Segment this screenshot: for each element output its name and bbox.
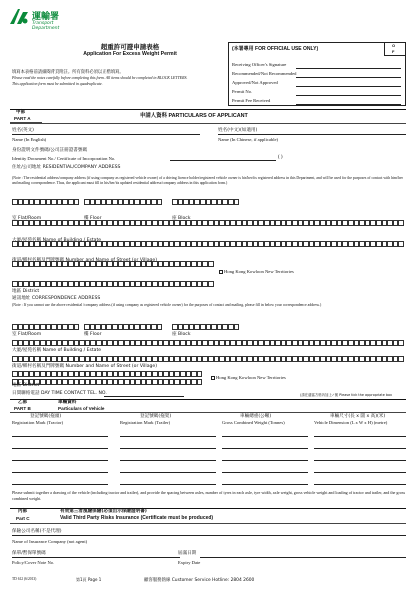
- id-label: Identity Document No./ Certificate of Incorporation No.: [12, 156, 116, 161]
- part-a-tag-en: PART A: [14, 116, 31, 121]
- name-english-label-cn: 姓名(英文): [12, 128, 34, 133]
- logo-title-en: Transport Department: [32, 21, 60, 31]
- expiry-field[interactable]: [200, 557, 406, 558]
- address-char-cell[interactable]: [197, 371, 203, 377]
- name-english-field[interactable]: [12, 134, 200, 135]
- res-district-label: 地區 District: [12, 289, 40, 294]
- header-note-en-1: Please read the notes carefully before completing this form. All items should be completed in BLOCK LETTERS.: [12, 76, 188, 80]
- corr-address-grid[interactable]: [12, 318, 406, 393]
- col-gcw: Gross Combined Weight (Tonnes): [222, 420, 285, 425]
- residential-address-title: 住址/公司地址 RESIDENTIAL/COMPANY ADDRESS: [12, 165, 121, 170]
- address-char-cell[interactable]: [157, 324, 163, 330]
- vehicle-entry-line[interactable]: [314, 460, 406, 461]
- address-char-cell[interactable]: [398, 220, 404, 226]
- insurer-label-cn: 保險公司名稱(不是代理): [12, 529, 62, 534]
- vehicle-entry-line[interactable]: [222, 460, 308, 461]
- insurer-label: Name of Insurance Company (not agent): [12, 539, 88, 544]
- policy-field[interactable]: [12, 557, 180, 558]
- id-label-cn: 身份證明文件號碼/公司註冊證書號碼: [12, 148, 88, 153]
- res-flat-label: 室 Flat/Room: [12, 216, 42, 221]
- tick-note: (請在適當方格內加上✓號 Please tick the appropriate box: [300, 393, 393, 397]
- address-char-cell[interactable]: [74, 199, 80, 205]
- res-block-label: 座 Block: [172, 216, 191, 221]
- part-c-tag-en: Part C: [16, 516, 30, 521]
- insurer-field[interactable]: [12, 535, 406, 536]
- logo-title-cn: 運輸署: [32, 12, 60, 22]
- name-chinese-label: Name (In Chinese, if applicable): [218, 137, 279, 142]
- transport-department-logo: [8, 6, 68, 36]
- res-street-label: 街道/鄉村名稱及門牌號碼 Number and Name of Street (or Village): [12, 258, 158, 263]
- address-char-cell[interactable]: [234, 199, 240, 205]
- vehicle-entry-line[interactable]: [12, 472, 108, 473]
- official-row-fee: Permit Fee Received: [232, 98, 271, 103]
- vehicle-entry-line[interactable]: [314, 472, 406, 473]
- res-region-options[interactable]: Hong Kong Kowloon New Territories: [218, 269, 294, 274]
- header-note-en-2: This application form must be submitted in quadruplicate.: [12, 82, 103, 86]
- res-building-label: 大廈/屋苑名稱 Name of Building / Estate: [12, 238, 102, 243]
- col-trailer-cn: 登記號碼(拖架): [140, 414, 172, 419]
- part-b-tag-en: PART B: [14, 406, 31, 411]
- address-char-cell[interactable]: [74, 324, 80, 330]
- name-chinese-label-cn: 姓名(中文)(如適用): [218, 128, 258, 133]
- address-char-cell[interactable]: [398, 356, 404, 362]
- vehicle-entry-line[interactable]: [12, 448, 108, 449]
- vehicle-entry-line[interactable]: [314, 484, 406, 485]
- part-c-tag-cn: 丙部: [18, 509, 28, 514]
- td-emblem-icon: [8, 6, 30, 28]
- daytime-tel-label: 日間聯絡電話 DAY TIME CONTACT TEL. NO.: [12, 391, 107, 396]
- corr-district-label: 地區 District: [12, 383, 40, 388]
- corr-block-label: 座 Block: [172, 332, 191, 337]
- official-row-approved: Approved/Not Approved: [232, 80, 278, 85]
- address-char-cell[interactable]: [157, 199, 163, 205]
- part-a-tag-cn: 甲部: [16, 110, 26, 115]
- page-number: 第1頁 Page 1: [76, 577, 102, 582]
- form-title-en: Application For Excess Weight Permit: [83, 51, 177, 57]
- corr-floor-label: 樓 Floor: [84, 332, 102, 337]
- col-gcw-cn: 車輛總重(公噸): [240, 414, 272, 419]
- vehicle-entry-line[interactable]: [12, 436, 108, 437]
- vehicle-entry-line[interactable]: [12, 484, 108, 485]
- official-corner-f: F: [392, 49, 395, 54]
- header-note-cn: 填寫本表格前請細閱背頁附註。所有資料必須以正楷填寫。: [12, 70, 124, 75]
- part-b-title-en: Particulars of Vehicle: [58, 406, 105, 411]
- corr-address-note: (Note : If you cannot use the above residential /company address (if using company as registered vehicle owner) for the purposes of contact and mailing, please fill in below your correspondence address.): [12, 303, 322, 307]
- col-trailer: Registration Mark (Trailer): [120, 420, 171, 425]
- name-english-label: Name (In English): [12, 137, 47, 142]
- daytime-tel-field[interactable]: [104, 396, 184, 397]
- form-code: TD 612 (6/2013): [12, 577, 37, 581]
- col-tractor: Registration Mark (Tractor): [12, 420, 64, 425]
- address-char-cell[interactable]: [208, 261, 214, 267]
- vehicle-entry-line[interactable]: [120, 472, 216, 473]
- corr-flat-label: 室 Flat/Room: [12, 332, 42, 337]
- vehicle-entry-line[interactable]: [120, 436, 216, 437]
- policy-label-cn: 保單/暫保單號碼: [12, 551, 46, 556]
- res-floor-label: 樓 Floor: [84, 216, 102, 221]
- corr-region-options[interactable]: Hong Kong Kowloon New Territories: [210, 375, 286, 380]
- part-c-title-cn: 有效第三者風險保險(必須出示保險證明書): [60, 509, 147, 514]
- form-title-cn: 超重許可證申請表格: [100, 43, 160, 51]
- vehicle-drawing-note: Please submit together a drawing of the vehicle (including tractor and trailer), and provide the spacing between axles, number of tyres in each axle, tyre width, axle weight, gross vehicle weight and loading of tractor and trailer, and the gross combined weight.: [12, 490, 406, 501]
- policy-label: Policy/Cover Note No.: [12, 560, 55, 565]
- vehicle-entry-line[interactable]: [222, 448, 308, 449]
- address-char-cell[interactable]: [197, 379, 203, 385]
- id-number-field[interactable]: [170, 160, 276, 161]
- address-char-cell[interactable]: [208, 281, 214, 287]
- col-dimension-cn: 車輛尺寸(長 x 闊 x 高)(米): [330, 414, 386, 419]
- vehicle-entry-line[interactable]: [222, 484, 308, 485]
- part-a-title: 申請人資料 PARTICULARS OF APPLICANT: [140, 113, 248, 119]
- corr-building-label: 大廈/屋苑名稱 Name of Building / Estate: [12, 348, 102, 353]
- vehicle-entry-line[interactable]: [222, 436, 308, 437]
- official-corner-o: O: [392, 43, 396, 48]
- name-chinese-field[interactable]: [218, 134, 406, 135]
- address-char-cell[interactable]: [234, 324, 240, 330]
- residential-address-note: (Note : The residential address/company address (if using company as registered vehicle owner) of a driving licence holder/registered vehicle owner is his/her/its registered address in this Department, and will be used for the purposes of contact with him/her and mailing correspondence. Thus, the applicant must fill in his/her/its updated residential address/company address in this application form.): [12, 176, 403, 185]
- corr-street-label: 街道/鄉村名稱及門牌號碼 Number and Name of Street (or Village): [12, 364, 158, 369]
- expiry-label-cn: 屆滿日期: [178, 551, 197, 556]
- vehicle-entry-line[interactable]: [314, 436, 406, 437]
- customer-hotline: 顧客服務熱線 Customer Service Hotline: 2804 2600: [144, 578, 255, 583]
- col-dimension: Vehicle Dimension (L x W x H) (metre): [314, 420, 388, 425]
- col-tractor-cn: 登記號碼(拖頭): [30, 414, 62, 419]
- official-row-permit-no: Permit No.: [232, 89, 253, 94]
- part-c-title-en: Valid Third Party Risks Insurance (Certificate must be produced): [60, 515, 214, 521]
- expiry-label: Expiry Date: [178, 560, 201, 565]
- vehicle-entry-line[interactable]: [120, 448, 216, 449]
- corr-address-title: 通訊地址 CORRESPONDENCE ADDRESS: [12, 296, 101, 301]
- official-row-signature: Receiving Officer's Signature: [232, 62, 287, 67]
- vehicle-entry-line[interactable]: [12, 460, 108, 461]
- official-row-recommended: Recommended/Not Recommended: [232, 71, 297, 76]
- id-check-digit[interactable]: ( ): [278, 155, 283, 160]
- vehicle-entry-line[interactable]: [314, 448, 406, 449]
- vehicle-entry-line[interactable]: [120, 484, 216, 485]
- address-char-cell[interactable]: [398, 241, 404, 247]
- official-use-label: (本署專用 FOR OFFICIAL USE ONLY): [232, 46, 319, 52]
- vehicle-entry-line[interactable]: [222, 472, 308, 473]
- residential-address-grid[interactable]: [12, 189, 406, 299]
- vehicle-entry-line[interactable]: [120, 460, 216, 461]
- address-char-cell[interactable]: [398, 340, 404, 346]
- part-b-title-cn: 車輛資料: [58, 400, 77, 405]
- part-b-tag-cn: 乙部: [18, 400, 28, 405]
